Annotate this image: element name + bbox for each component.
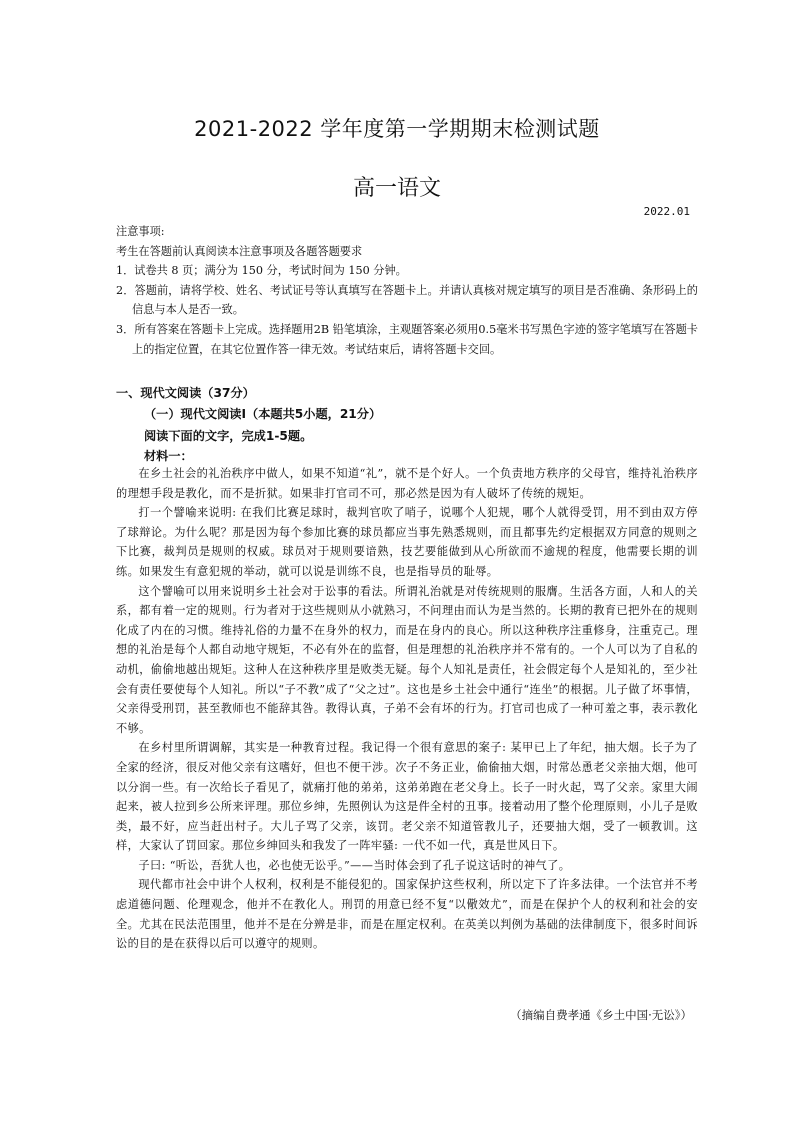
article-body	[116, 464, 698, 954]
article-paragraph: 这个譬喻可以用来说明乡土社会对于讼事的看法。所谓礼治就是对传统规则的服膺。生活各方面，人和人的关系，都有着一定的规则。行为者对于这些规则从小就熟习，不问理由而认为是当然的。长期的教育已把外在的规则化成了内在的习惯。维持礼俗的力量不在身外的权力，而是在身内的良心。所以这种秩序注重修身，注重克己。理想的礼治是每个人都自动地守规矩，不必有外在的监督，但是理想的礼治秩序并不常有的。一个人可以为了自私的动机，偷偷地越出规矩。这种人在这种秩序里是败类无疑。每个人知礼是责任，社会假定每个人是知礼的，至少社会有责任要使每个人知礼。所以“子不教”成了“父之过”。这也是乡土社会中通行“连坐”的根据。儿子做了坏事情，父亲得受刑罚，甚至教师也不能辞其咎。教得认真，子弟不会有坏的行为。打官司也成了一种可羞之事，表示教化不够。	[116, 584, 698, 735]
section-heading: 一、现代文阅读（37分）	[116, 386, 255, 400]
notes-section	[116, 222, 698, 359]
exam-date: 2022.01	[643, 205, 690, 218]
subject-title: 高一语文	[352, 176, 441, 201]
reading-instruction: 阅读下面的文字，完成1-5题。	[144, 429, 313, 443]
article-paragraph: 子曰: “听讼，吾犹人也，必也使无讼乎。”——当时体会到了孔子说这话时的神气了。	[138, 858, 571, 872]
notes-item: 1．试卷共 8 页；满分为 150 分，考试时间为 150 分钟。	[116, 264, 407, 278]
notes-heading: 注意事项:	[116, 225, 165, 238]
article-paragraph: 在乡土社会的礼治秩序中做人，如果不知道“礼”，就不是个好人。一个负责地方秩序的父母官，维持礼治秩序的理想手段是教化，而不是折狱。如果非打官司不可，那必然是因为有人破坏了传统的规矩。	[116, 467, 698, 500]
exam-title: 2021-2022 学年度第一学期期末检测试题	[194, 117, 600, 141]
subsection-heading: （一）现代文阅读Ⅰ（本题共5小题，21分）	[144, 407, 382, 421]
article-source: （摘编自费孝通《乡土中国·无讼》）	[510, 1008, 692, 1022]
article-paragraph: 现代都市社会中讲个人权利，权利是不能侵犯的。国家保护这些权利，所以定下了许多法律。一个法官并不考虑道德问题、伦理观念，他并不在教化人。刑罚的用意已经不复“以儆效尤”，而是在保护个人的权利和社会的安全。尤其在民法范围里，他并不是在分辨是非，而是在厘定权利。在英美以判例为基础的法律制度下，很多时间诉讼的目的是在获得以后可以遵守的规则。	[116, 878, 698, 951]
notes-item: 2．答题前，请将学校、姓名、考试证号等认真填写在答题卡上。并请认真核对规定填写的项目是否准确、条形码上的信息与本人是否一致。	[116, 283, 698, 317]
material-label: 材料一：	[144, 449, 193, 463]
article-paragraph: 在乡村里所谓调解，其实是一种教育过程。我记得一个很有意思的案子: 某甲已上了年纪，抽大烟。长子为了全家的经济，很反对他父亲有这嗜好，但也不便干涉。次子不务正业，偷偷抽大烟，时常怂恿老父亲抽大烟，他可以分润一些。有一次给长子看见了，就痛打他的弟弟，这弟弟跑在老父身上。长子一时火起，骂了父亲。家里大闹起来，被人拉到乡公所来评理。那位乡绅，先照例认为这是件全村的丑事。接着动用了整个伦理原则，小儿子是败类，最不好，应当赶出村子。大儿子骂了父亲，该罚。老父亲不知道管教儿子，还要抽大烟，受了一顿教训。这样，大家认了罚回家。那位乡绅回头和我发了一阵牢骚: 一代不如一代，真是世风日下。	[116, 741, 698, 853]
article-paragraph: 打一个譬喻来说明: 在我们比赛足球时，裁判官吹了哨子，说哪个人犯规，哪个人就得受罚，用不到由双方停了球辩论。为什么呢？那是因为每个参加比赛的球员都应当事先熟悉规则，而且都事先约定根据双方同意的规则之下比赛，裁判员是规则的权威。球员对于规则要谙熟，技艺要能做到从心所欲而不逾规的程度，他需要长期的训练。如果发生有意犯规的举动，就可以说是训练不良，也是指导员的耻辱。	[116, 506, 698, 578]
notes-intro: 考生在答题前认真阅读本注意事项及各题答题要求	[116, 244, 363, 258]
notes-item: 3．所有答案在答题卡上完成。选择题用2B 铅笔填涂，主观题答案必须用0.5毫米书写黑色字迹的签字笔填写在答题卡上的指定位置，在其它位置作答一律无效。考试结束后，请将答题卡交回。	[116, 322, 698, 356]
